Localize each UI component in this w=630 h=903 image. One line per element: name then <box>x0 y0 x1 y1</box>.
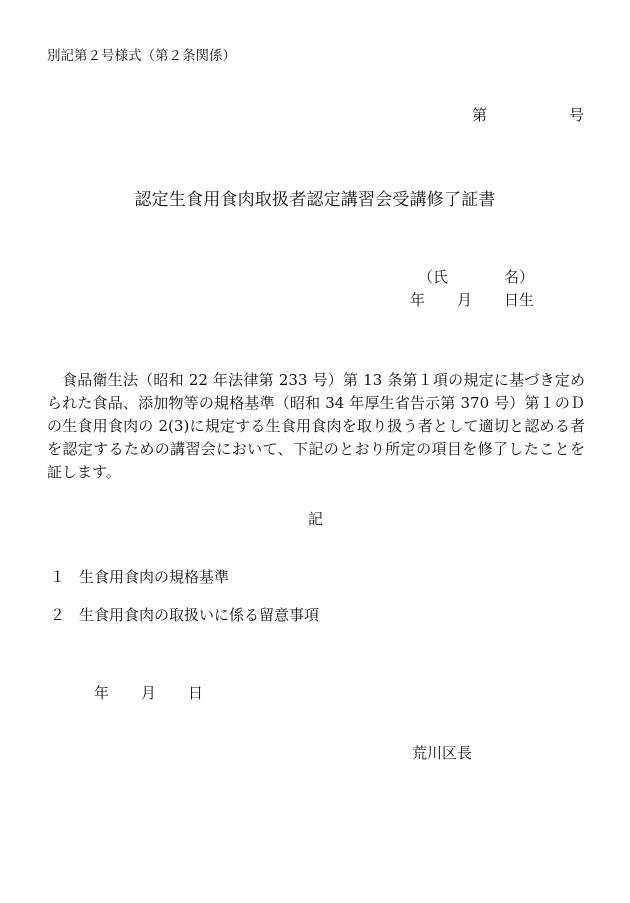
item-text: 生食用食肉の取扱いに係る留意事項 <box>79 606 320 624</box>
name-close-label: 名） <box>504 268 535 286</box>
issuer-title: 荒川区長 <box>412 744 473 762</box>
list-item <box>50 604 319 625</box>
item-number: ２ <box>50 606 66 624</box>
ki-heading: 記 <box>308 510 324 528</box>
number-prefix: 第 <box>472 106 488 124</box>
name-open-label: （氏 <box>418 268 449 286</box>
form-label: 別記第２号様式（第２条関係） <box>47 48 236 64</box>
number-suffix: 号 <box>568 106 584 124</box>
certificate-body: 食品衛生法（昭和 22 年法律第 233 号）第 13 条第１項の規定に基づき定められた食品、添加物等の規格基準（昭和 34 年厚生省告示第 370 号）第１のＤの生食用食肉の 2(3)に規定する生食用食肉を取り扱う者として適切と認める者を認定するための講習会において、下記のとおり所定の項目を修了したことを証します。 <box>47 371 585 481</box>
list-item <box>50 566 229 587</box>
issue-year-label: 年 <box>94 684 110 702</box>
document-title: 認定生食用食肉取扱者認定講習会受講修了証書 <box>134 190 496 210</box>
birth-month-label: 月 <box>457 291 473 309</box>
birth-day-label: 日生 <box>504 291 535 309</box>
birth-year-label: 年 <box>410 291 426 309</box>
issue-day-label: 日 <box>188 684 204 702</box>
item-number: １ <box>50 568 66 586</box>
item-text: 生食用食肉の規格基準 <box>79 568 230 586</box>
issue-month-label: 月 <box>141 684 157 702</box>
